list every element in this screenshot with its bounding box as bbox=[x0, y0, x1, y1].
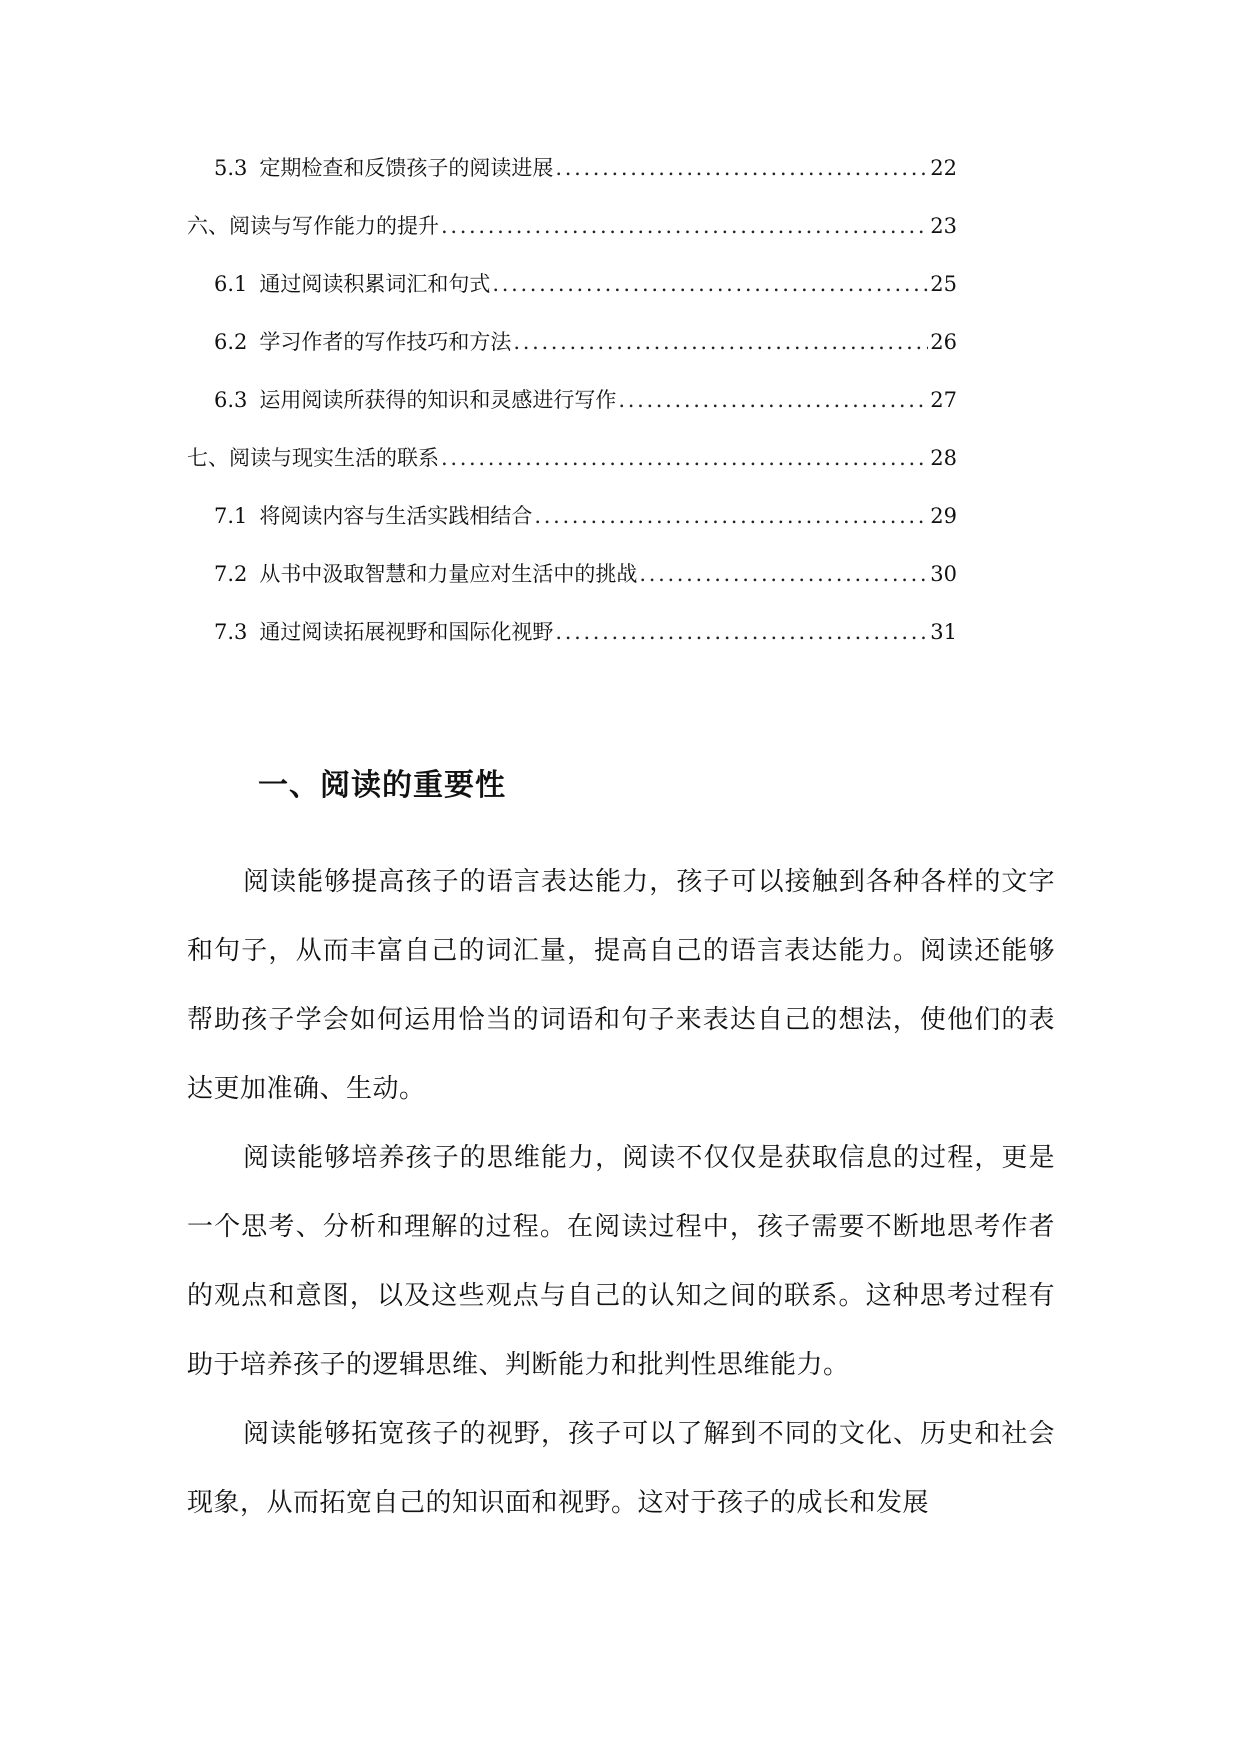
toc-entry-page: 27 bbox=[930, 388, 957, 412]
toc-leader-dots bbox=[441, 438, 926, 478]
paragraph: 阅读能够培养孩子的思维能力，阅读不仅仅是获取信息的过程，更是一个思考、分析和理解的过程。在阅读过程中，孩子需要不断地思考作者的观点和意图，以及这些观点与自己的认知之间的联系。这种思考过程有助于培养孩子的逻辑思维、判断能力和批判性思维能力。 bbox=[187, 1143, 1055, 1380]
toc-entry[interactable] bbox=[187, 148, 957, 188]
toc-entry-number: 5.3 bbox=[214, 156, 248, 180]
toc-entry-number: 6.2 bbox=[214, 330, 248, 354]
toc-entry[interactable] bbox=[187, 612, 957, 652]
toc-entry[interactable] bbox=[187, 206, 957, 246]
toc-entry-title: 定期检查和反馈孩子的阅读进展 bbox=[259, 156, 554, 180]
toc-entry-page: 29 bbox=[930, 504, 957, 528]
toc-leader-dots bbox=[555, 612, 928, 652]
section-heading: 一、阅读的重要性 bbox=[258, 768, 506, 803]
toc-entry-page: 26 bbox=[930, 330, 957, 354]
toc-entry[interactable] bbox=[187, 264, 957, 304]
toc-entry-title: 将阅读内容与生活实践相结合 bbox=[259, 504, 533, 528]
toc-leader-dots bbox=[441, 206, 926, 246]
toc-entry-number: 6.1 bbox=[214, 272, 248, 296]
toc-entry-number: 7.1 bbox=[214, 504, 248, 528]
toc-entry-page: 28 bbox=[930, 446, 957, 470]
toc-entry-page: 22 bbox=[930, 156, 957, 180]
toc-entry[interactable] bbox=[187, 496, 957, 536]
toc-entry-number: 6.3 bbox=[214, 388, 248, 412]
toc-entry-title: 六、阅读与写作能力的提升 bbox=[187, 214, 439, 238]
toc-entry-title: 从书中汲取智慧和力量应对生活中的挑战 bbox=[259, 562, 638, 586]
toc-entry-number: 7.2 bbox=[214, 562, 248, 586]
toc-leader-dots bbox=[513, 322, 928, 362]
toc-entry[interactable] bbox=[187, 322, 957, 362]
toc-entry-page: 23 bbox=[930, 214, 957, 238]
toc-entry[interactable] bbox=[187, 554, 957, 594]
section-body bbox=[187, 848, 1055, 1538]
toc-entry[interactable] bbox=[187, 438, 957, 478]
toc-leader-dots bbox=[618, 380, 928, 420]
toc-leader-dots bbox=[555, 148, 928, 188]
toc-entry-page: 30 bbox=[930, 562, 957, 586]
toc-leader-dots bbox=[492, 264, 928, 304]
toc-entry-page: 31 bbox=[930, 620, 957, 644]
toc-entry-title: 通过阅读积累词汇和句式 bbox=[259, 272, 491, 296]
toc-leader-dots bbox=[534, 496, 928, 536]
toc-entry-title: 学习作者的写作技巧和方法 bbox=[259, 330, 512, 354]
paragraph: 阅读能够提高孩子的语言表达能力，孩子可以接触到各种各样的文字和句子，从而丰富自己的词汇量，提高自己的语言表达能力。阅读还能够帮助孩子学会如何运用恰当的词语和句子来表达自己的想法，使他们的表达更加准确、生动。 bbox=[187, 867, 1055, 1104]
toc-entry-title: 运用阅读所获得的知识和灵感进行写作 bbox=[259, 388, 617, 412]
toc-entry-page: 25 bbox=[930, 272, 957, 296]
toc-leader-dots bbox=[639, 554, 928, 594]
toc-entry-number: 7.3 bbox=[214, 620, 248, 644]
toc-entry-title: 七、阅读与现实生活的联系 bbox=[187, 446, 439, 470]
toc-entry-title: 通过阅读拓展视野和国际化视野 bbox=[259, 620, 554, 644]
toc-entry[interactable] bbox=[187, 380, 957, 420]
paragraph: 阅读能够拓宽孩子的视野，孩子可以了解到不同的文化、历史和社会现象，从而拓宽自己的知识面和视野。这对于孩子的成长和发展 bbox=[187, 1419, 1055, 1518]
